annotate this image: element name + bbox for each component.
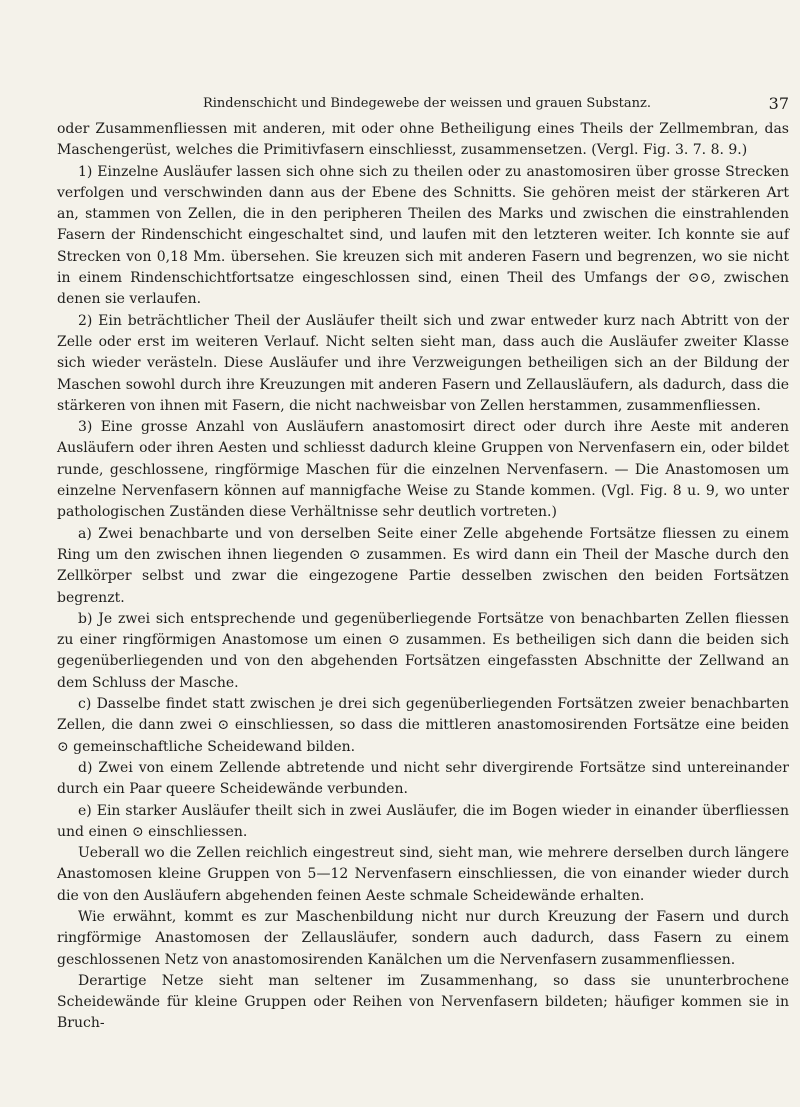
page-header <box>125 96 789 118</box>
paragraph: Ueberall wo die Zellen reichlich eingestreut sind, sieht man, wie mehrere derselben durch längere Anastomosen kleine Gruppen von 5—12 Nervenfasern einschliessen, die von einander wieder durch die von den Ausläufern abgehenden feinen Aeste schmale Scheidewände erhalten. <box>57 845 789 904</box>
paragraph: 2) Ein beträchtlicher Theil der Ausläufer theilt sich und zwar entweder kurz nach Abtritt von der Zelle oder erst im weiteren Verlauf. Nicht selten sieht man, dass auch die Ausläufer zweiter Klasse sich wieder verästeln. Diese Ausläufer und ihre Verzweigungen betheiligen sich an der Bildung der Maschen sowohl durch ihre Kreuzungen mit anderen Fasern und Zellausläufern, als dadurch, dass die stärkeren von ihnen mit Fasern, die nicht nachweisbar von Zellen herstammen, zusammenfliessen. <box>57 312 789 414</box>
paragraph: oder Zusammenfliessen mit anderen, mit oder ohne Betheiligung eines Theils der Zellmembran, das Maschengerüst, welches die Primitivfasern einschliesst, zusammensetzen. (Vergl. Fig. 3. 7. 8. 9.) <box>57 121 789 159</box>
paragraph: Derartige Netze sieht man seltener im Zusammenhang, so dass sie ununterbrochene Scheidewände für kleine Gruppen oder Reihen von Nervenfasern bildeten; häufiger kommen sie in Bruch- <box>57 972 789 1032</box>
paragraph: c) Dasselbe findet statt zwischen je drei sich gegenüberliegenden Fortsätzen zweier benachbarten Zellen, die dann zwei ⊙ einschliessen, so dass die mittleren anastomosirenden Fortsätze eine beiden ⊙ gemeinschaftliche Scheidewand bilden. <box>57 696 789 755</box>
paragraph: 3) Eine grosse Anzahl von Ausläufern anastomosirt direct oder durch ihre Aeste mit anderen Ausläufern oder ihren Aesten und schliesst dadurch kleine Gruppen von Nervenfasern ein, oder bildet runde, geschlossene, ringförmige Maschen für die einzelnen Nervenfasern. — Die Anastomosen um einzelne Nervenfasern können auf mannigfache Weise zu Stande kommen. (Vgl. Fig. 8 u. 9, wo unter pathologischen Zuständen diese Verhältnisse sehr deutlich vortreten.) <box>57 419 789 521</box>
paragraph: Wie erwähnt, kommt es zur Maschenbildung nicht nur durch Kreuzung der Fasern und durch ringförmige Anastomosen der Zellausläufer, sondern auch dadurch, dass Fasern zu einem geschlossenen Netz von anastomosirenden Kanälchen um die Nervenfasern zusammenfliessen. <box>57 908 789 968</box>
body-text <box>57 119 789 1035</box>
paragraph: 1) Einzelne Ausläufer lassen sich ohne sich zu theilen oder zu anastomosiren über grosse Strecken verfolgen und verschwinden dann aus der Ebene des Schnitts. Sie gehören meist der stärkeren Art an, stammen von Zellen, die in den peripheren Theilen des Marks und zwischen die einstrahlenden Fasern der Rindenschicht eingeschaltet sind, und laufen mit den letzteren weiter. Ich konnte sie auf Strecken von 0,18 Mm. übersehen. Sie kreuzen sich mit anderen Fasern und begrenzen, wo sie nicht in einem Rindenschichtfortsatze eingeschlossen sind, einen Theil des Umfangs der ⊙⊙, zwischen denen sie verlaufen. <box>57 163 789 308</box>
running-title: Rindenschicht und Bindegewebe der weissen und grauen Substanz. <box>202 96 652 111</box>
page-number: 37 <box>768 94 789 113</box>
paragraph: a) Zwei benachbarte und von derselben Seite einer Zelle abgehende Fortsätze fliessen zu einem Ring um den zwischen ihnen liegenden ⊙ zusammen. Es wird dann ein Theil der Masche durch den Zellkörper selbst und zwar die eingezogene Partie desselben zwischen den beiden Fortsätzen begrenzt. <box>57 525 789 606</box>
paragraph: b) Je zwei sich entsprechende und gegenüberliegende Fortsätze von benachbarten Zellen fliessen zu einer ringförmigen Anastomose um einen ⊙ zusammen. Es betheiligen sich dann die beiden sich gegenüberliegenden und von den abgehenden Fortsätzen eingefassten Abschnitte der Zellwand an dem Schluss der Masche. <box>57 610 789 691</box>
paragraph: d) Zwei von einem Zellende abtretende und nicht sehr divergirende Fortsätze sind untereinander durch ein Paar queere Scheidewände verbunden. <box>57 759 789 798</box>
paragraph: e) Ein starker Ausläufer theilt sich in zwei Ausläufer, die im Bogen wieder in einander überfliessen und einen ⊙ einschliessen. <box>57 802 789 840</box>
